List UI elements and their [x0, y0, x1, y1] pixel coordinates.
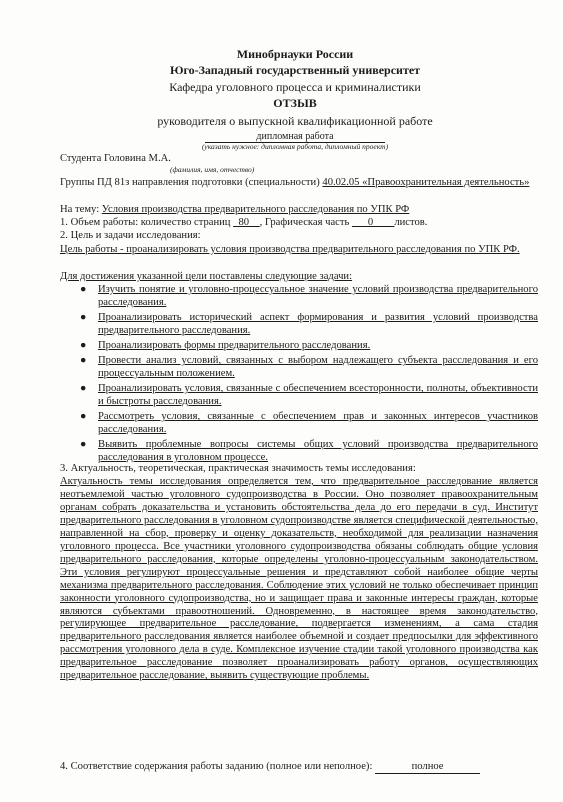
- volume-graphic-sheets: ___0____: [351, 217, 395, 228]
- section-4-value: полное: [375, 760, 480, 774]
- group-specialty: 40.02.05 «Правоохранительная деятельность»: [322, 177, 530, 188]
- bullet-icon: ●: [80, 411, 87, 423]
- student-label: Студента: [60, 153, 102, 164]
- ministry-heading: Минобрнауки России: [236, 47, 354, 61]
- bullet-icon: ●: [80, 439, 87, 451]
- student-hint: (фамилия, имя, отчество): [170, 165, 255, 174]
- department-heading: Кафедра уголовного процесса и криминалистики: [169, 80, 421, 94]
- group-label: Группы ПД 81з направления подготовки (специальности): [60, 177, 320, 188]
- topic-value: Условия производства предварительного расследования по УПК РФ: [101, 204, 410, 215]
- document-subtitle: руководителя о выпускной квалификационной работе: [157, 114, 433, 128]
- list-item: ● Провести анализ условий, связанных с выбором надлежащего субъекта расследования и его процессуальным положением.: [80, 355, 538, 379]
- group-line: [60, 176, 538, 189]
- bullet-icon: ●: [80, 355, 87, 367]
- list-item: ● Проанализировать условия, связанные с обеспечением всесторонности, полноты, объективности и быстроты расследования.: [80, 383, 538, 407]
- list-item: ● Проанализировать формы предварительного расследования.: [80, 340, 371, 351]
- volume-line: 1. Объем работы: количество страниц _80__, Графическая часть ___0____листов.: [60, 217, 428, 228]
- relevance-text: Актуальность темы исследования определяется тем, что предварительное расследование является неотъемлемой частью уголовного судопроизводства в России. Оно позволяет правоохранительным органам собрать доказательства и установить обстоятельства дела до его передачи в суд. Институт предварительного расследования в уголовном судопроизводстве является специфической деятельностью, направленной на сбор, проверку и оценку доказательств, необходимой для реализации назначения уголовного процесса. Все участники уголовного судопроизводства обязаны соблюдать общие условия предварительного расследования, которые определены уголовно-процессуальным законодательством. Эти условия регулируют процессуальные решения и представляют собой наиболее общие черты механизма предварительного расследования. Соблюдение этих условий не только обеспечивает принцип законности уголовного судопроизводства, но и защищает права и законные интересы граждан, которые являются субъектами правоотношений. Одновременно, в настоящее время законодательство, регулирующее предварительное расследование, подвергается изменениям, а сама стадия предварительного расследования является наиболее объемной и создает предпосылки для эффективного рассмотрения уголовного дела в суде. Комплексное изучение стадии такой уголовного производства как предварительное расследование позволяет проанализировать работу органов, осуществляющих предварительное расследование, выявить существующие проблемы.: [60, 476, 538, 682]
- section-2-heading: 2. Цель и задачи исследования:: [60, 230, 201, 241]
- student-line: [60, 152, 171, 165]
- list-item: ● Выявить проблемные вопросы системы общих условий производства предварительного расследования в уголовном процессе.: [80, 439, 538, 463]
- bullet-icon: ●: [80, 340, 87, 351]
- bullet-icon: ●: [80, 284, 87, 295]
- topic-line: [60, 203, 409, 216]
- work-type-value: дипломная работа: [205, 131, 385, 143]
- document-title: ОТЗЫВ: [273, 96, 317, 110]
- section-3-heading: 3. Актуальность, теоретическая, практическая значимость темы исследования:: [60, 463, 416, 474]
- list-item: ● Рассмотреть условия, связанные с обеспечением прав и законных интересов участников расследования.: [80, 411, 538, 435]
- work-goal: Цель работы - проанализировать условия производства предварительного расследования по УПК РФ.: [60, 244, 520, 255]
- work-type-hint: (указать нужное: дипломная работа, дипломный проект): [201, 142, 389, 151]
- tasks-list: [76, 284, 538, 467]
- topic-label: На тему:: [60, 204, 100, 215]
- list-item: ● Изучить понятие и уголовно-процессуальное значение условий производства предварительного расследования.: [80, 284, 538, 308]
- volume-pages: _80__: [233, 217, 260, 228]
- tasks-intro: Для достижения указанной цели поставлены следующие задачи:: [60, 271, 353, 282]
- university-heading: Юго-Западный государственный университет: [169, 63, 421, 77]
- section-4-line: 4. Соответствие содержания работы заданию (полное или неполное): полное: [60, 760, 480, 774]
- list-item: ● Проанализировать исторический аспект формирования и развития условий производства предварительного расследования.: [80, 312, 538, 336]
- bullet-icon: ●: [80, 383, 87, 395]
- student-name: Головина М.А.: [103, 153, 171, 164]
- bullet-icon: ●: [80, 312, 87, 323]
